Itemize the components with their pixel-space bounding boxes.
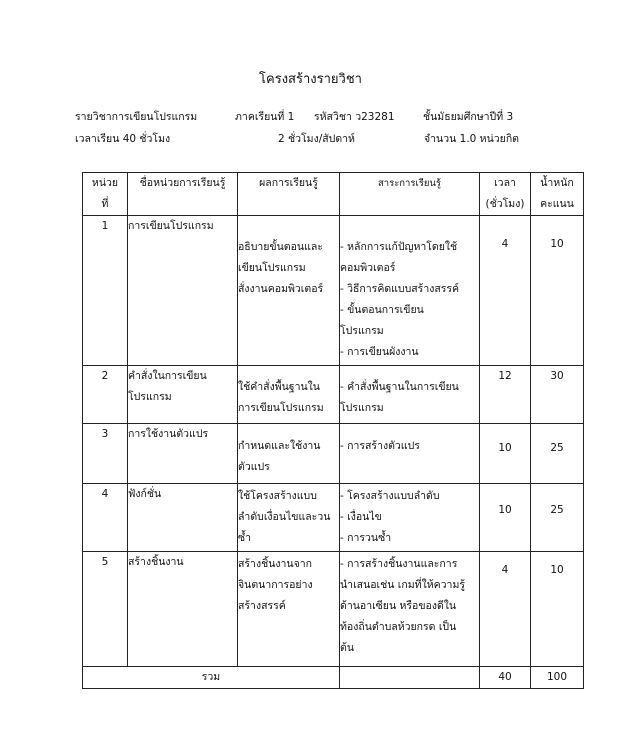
unit-number: 4 (83, 484, 128, 552)
unit-weight: 10 (531, 216, 584, 366)
header-weight: น้ำหนัก คะแนน (531, 173, 584, 216)
unit-name: สร้างชิ้นงาน (128, 552, 238, 667)
table-total-row (83, 667, 584, 689)
table-row (83, 552, 584, 667)
grade-level: ชั้นมัธยมศึกษาปีที่ 3 (423, 111, 514, 123)
table-row (83, 484, 584, 552)
table-row (83, 216, 584, 366)
unit-number: 1 (83, 216, 128, 366)
learning-outcome: ใช้โครงสร้างแบบ ลำดับเงื่อนไขและวน ซ้ำ (238, 484, 340, 552)
unit-time: 12 (480, 366, 531, 424)
learning-outcome: สร้างชิ้นงานจาก จินตนาการอย่าง สร้างสรรค์ (238, 552, 340, 667)
course-name: รายวิชาการเขียนโปรแกรม (75, 111, 198, 123)
header-content: สาระการเรียนรู้ (340, 173, 480, 216)
header-unit-name: ชื่อหน่วยการเรียนรู้ (128, 173, 238, 216)
hours-per-week: 2 ชั่วโมง/สัปดาห์ (278, 133, 355, 145)
unit-weight: 25 (531, 424, 584, 484)
header-time: เวลา (ชั่วโมง) (480, 173, 531, 216)
learning-content: - หลักการแก้ปัญหาโดยใช้ คอมพิวเตอร์ - วิธีการคิดแบบสร้างสรรค์ - ขั้นตอนการเขียน โปรแกรม - การเขียนผังงาน (340, 216, 480, 366)
document-title: โครงสร้างรายวิชา (259, 72, 362, 87)
total-weight: 100 (531, 667, 584, 689)
unit-name: การเขียนโปรแกรม (128, 216, 238, 366)
total-empty-cell (340, 667, 480, 689)
unit-name: การใช้งานตัวแปร (128, 424, 238, 484)
total-time: 40 (480, 667, 531, 689)
learning-content: - การสร้างชิ้นงานและการ นำเสนอเช่น เกมที่ให้ความรู้ ด้านอาเซียน หรือของดีใน ท้องถิ่นตำบลห้วยกรด เป็น ต้น (340, 552, 480, 667)
credits: จำนวน 1.0 หน่วยกิต (424, 133, 519, 145)
course-structure-table (82, 172, 584, 689)
unit-time: 10 (480, 484, 531, 552)
total-label: รวม (83, 667, 340, 689)
unit-number: 3 (83, 424, 128, 484)
header-outcome: ผลการเรียนรู้ (238, 173, 340, 216)
table-header-row (83, 173, 584, 216)
course-code: รหัสวิชา ว23281 (314, 111, 395, 123)
unit-number: 5 (83, 552, 128, 667)
semester: ภาคเรียนที่ 1 (235, 111, 295, 123)
unit-name: คำสั่งในการเขียน โปรแกรม (128, 366, 238, 424)
unit-number: 2 (83, 366, 128, 424)
unit-name: ฟังก์ชั่น (128, 484, 238, 552)
unit-weight: 30 (531, 366, 584, 424)
learning-outcome: อธิบายขั้นตอนและ เขียนโปรแกรม สั่งงานคอมพิวเตอร์ (238, 216, 340, 366)
table-row (83, 424, 584, 484)
header-unit-no: หน่วย ที่ (83, 173, 128, 216)
learning-content: - โครงสร้างแบบลำดับ - เงื่อนไข - การวนซ้ำ (340, 484, 480, 552)
learning-content: - คำสั่งพื้นฐานในการเขียน โปรแกรม (340, 366, 480, 424)
study-time: เวลาเรียน 40 ชั่วโมง (75, 133, 171, 145)
unit-weight: 10 (531, 552, 584, 667)
learning-outcome: ใช้คำสั่งพื้นฐานใน การเขียนโปรแกรม (238, 366, 340, 424)
unit-weight: 25 (531, 484, 584, 552)
unit-time: 10 (480, 424, 531, 484)
unit-time: 4 (480, 216, 531, 366)
unit-time: 4 (480, 552, 531, 667)
learning-outcome: กำหนดและใช้งาน ตัวแปร (238, 424, 340, 484)
table-row (83, 366, 584, 424)
learning-content: - การสร้างตัวแปร (340, 424, 480, 484)
